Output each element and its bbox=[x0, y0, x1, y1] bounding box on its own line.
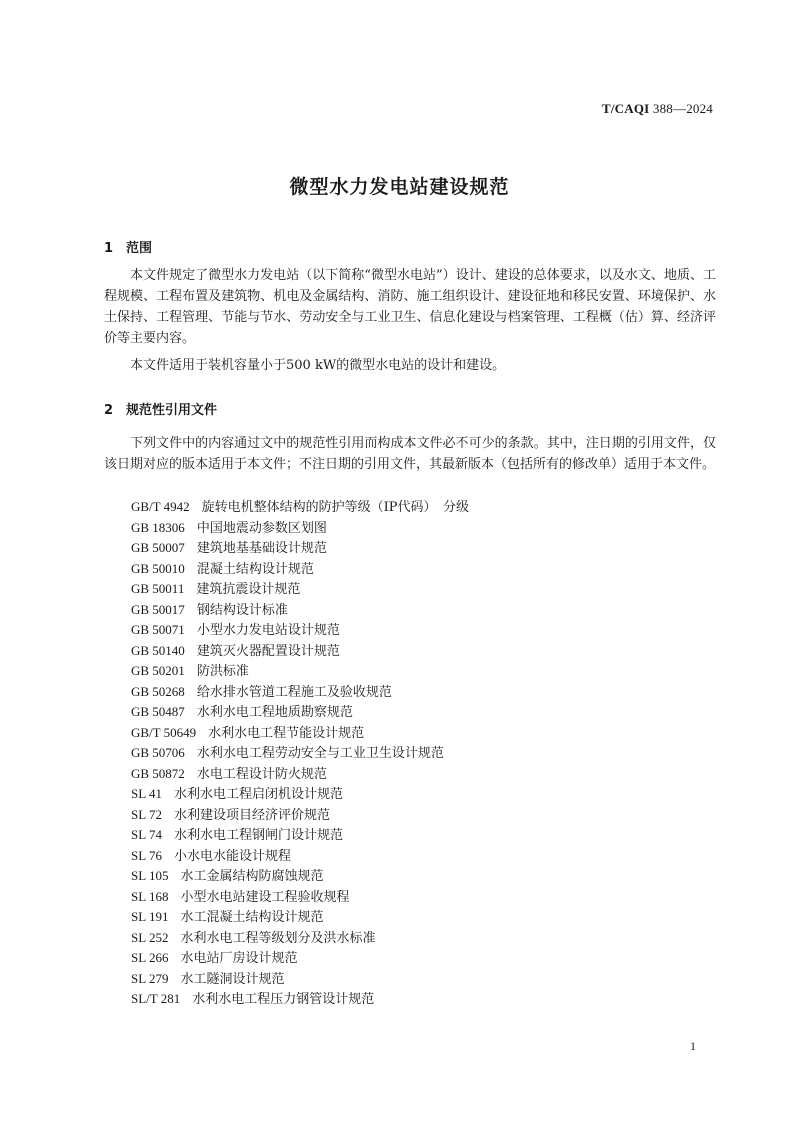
section-2-heading bbox=[104, 399, 217, 418]
reference-code: GB 50268 bbox=[131, 683, 185, 699]
section-1-number: 1 bbox=[104, 241, 114, 256]
reference-item bbox=[131, 682, 469, 703]
reference-item bbox=[131, 538, 469, 559]
reference-item bbox=[131, 805, 469, 826]
standard-number: 388—2024 bbox=[652, 101, 713, 116]
reference-title: 水工金属结构防腐蚀规范 bbox=[180, 869, 324, 884]
reference-code: SL 279 bbox=[131, 970, 169, 986]
scope-paragraph-2: 本文件适用于装机容量小于500 kW的微型水电站的设计和建设。 bbox=[130, 358, 506, 373]
reference-item bbox=[131, 948, 469, 969]
reference-code: GB 50011 bbox=[131, 581, 185, 596]
reference-code: SL 41 bbox=[131, 786, 162, 801]
reference-code: SL 168 bbox=[131, 888, 169, 904]
reference-title: 给水排水管道工程施工及验收规范 bbox=[196, 684, 392, 700]
reference-title: 小型水电站建设工程验收规程 bbox=[180, 889, 350, 905]
reference-code: GB 50140 bbox=[131, 642, 185, 658]
reference-item bbox=[131, 620, 469, 641]
section-2-number: 2 bbox=[104, 403, 114, 418]
standard-code bbox=[602, 101, 713, 117]
reference-title: 水利水电工程地质勘察规范 bbox=[196, 705, 353, 720]
reference-title: 水电工程设计防火规范 bbox=[196, 766, 327, 782]
reference-code: SL 191 bbox=[131, 909, 169, 924]
page-number: 1 bbox=[690, 1039, 696, 1053]
document-title: 微型水力发电站建设规范 bbox=[289, 176, 510, 198]
reference-item bbox=[131, 743, 469, 764]
reference-code: SL 72 bbox=[131, 806, 162, 822]
reference-code: GB/T 50649 bbox=[131, 724, 197, 740]
scope-paragraph-1: 本文件规定了微型水力发电站（以下简称“微型水电站”）设计、建设的总体要求，以及水文、地质、工程规模、工程布置及建筑物、机电及金属结构、消防、施工组织设计、建设征地和移民安置、环境保护、水土保持、工程管理、节能与节水、劳动安全与工业卫生、信息化建设与档案管理、工程概（估）算、经济评价等主要内容。 bbox=[104, 268, 716, 346]
reference-code: SL 105 bbox=[131, 868, 169, 883]
reference-item bbox=[131, 907, 469, 928]
reference-title: 中国地震动参数区划图 bbox=[196, 520, 327, 536]
reference-code: GB 50201 bbox=[131, 663, 185, 678]
reference-item bbox=[131, 887, 469, 908]
reference-code: GB 18306 bbox=[131, 519, 185, 535]
reference-item bbox=[131, 764, 469, 785]
reference-title: 水利水电工程等级划分及洪水标准 bbox=[180, 930, 376, 946]
reference-item bbox=[131, 969, 469, 990]
reference-item bbox=[131, 784, 469, 805]
reference-code: GB 50872 bbox=[131, 765, 185, 781]
reference-title: 钢结构设计标准 bbox=[196, 602, 288, 618]
reference-title: 混凝土结构设计规范 bbox=[196, 561, 314, 577]
reference-item bbox=[131, 825, 469, 846]
reference-code: SL 252 bbox=[131, 929, 169, 945]
references-intro-paragraph: 下列文件中的内容通过文中的规范性引用而构成本文件必不可少的条款。其中，注日期的引用文件，仅该日期对应的版本适用于本文件；不注日期的引用文件，其最新版本（包括所有的修改单）适用于本文件。 bbox=[104, 436, 716, 472]
reference-title: 水利水电工程压力钢管设计规范 bbox=[192, 992, 375, 1007]
reference-item bbox=[131, 600, 469, 621]
reference-item bbox=[131, 497, 469, 518]
reference-code: SL 76 bbox=[131, 847, 162, 863]
reference-title: 建筑地基基础设计规范 bbox=[196, 541, 327, 556]
reference-item bbox=[131, 866, 469, 887]
reference-item bbox=[131, 723, 469, 744]
reference-code: SL/T 281 bbox=[131, 991, 181, 1006]
section-1-heading bbox=[104, 237, 152, 256]
reference-title: 防洪标准 bbox=[196, 664, 249, 679]
reference-code: GB/T 4942 bbox=[131, 499, 190, 514]
reference-item bbox=[131, 661, 469, 682]
reference-title: 水利水电工程劳动安全与工业卫生设计规范 bbox=[196, 746, 444, 761]
section-2-title: 规范性引用文件 bbox=[126, 403, 218, 418]
reference-title: 水电站厂房设计规范 bbox=[180, 951, 298, 966]
reference-title: 建筑灭火器配置设计规范 bbox=[196, 643, 340, 659]
reference-item bbox=[131, 579, 469, 600]
reference-item bbox=[131, 559, 469, 580]
reference-item bbox=[131, 702, 469, 723]
reference-code: GB 50007 bbox=[131, 540, 185, 555]
reference-title: 水利水电工程钢闸门设计规范 bbox=[173, 828, 343, 843]
reference-title: 水利水电工程启闭机设计规范 bbox=[173, 787, 343, 802]
reference-title: 建筑抗震设计规范 bbox=[196, 582, 301, 597]
reference-title: 小型水力发电站设计规范 bbox=[196, 623, 340, 638]
reference-title: 旋转电机整体结构的防护等级（IP代码） 分级 bbox=[201, 500, 470, 515]
reference-code: SL 266 bbox=[131, 950, 169, 965]
reference-code: GB 50706 bbox=[131, 745, 185, 760]
reference-list bbox=[131, 497, 469, 1010]
reference-title: 水利水电工程节能设计规范 bbox=[208, 725, 365, 741]
reference-code: GB 50487 bbox=[131, 704, 185, 719]
reference-code: GB 50071 bbox=[131, 622, 185, 637]
reference-item bbox=[131, 989, 469, 1010]
reference-title: 水工混凝土结构设计规范 bbox=[180, 910, 324, 925]
reference-code: GB 50010 bbox=[131, 560, 185, 576]
reference-title: 水工隧洞设计规范 bbox=[180, 971, 285, 987]
reference-code: GB 50017 bbox=[131, 601, 185, 617]
reference-code: SL 74 bbox=[131, 827, 162, 842]
standard-org: T/CAQI bbox=[602, 101, 650, 116]
reference-item bbox=[131, 518, 469, 539]
reference-title: 水利建设项目经济评价规范 bbox=[173, 807, 330, 823]
reference-title: 小水电水能设计规程 bbox=[173, 848, 291, 864]
reference-item bbox=[131, 928, 469, 949]
reference-item bbox=[131, 641, 469, 662]
section-1-title: 范围 bbox=[126, 241, 153, 256]
reference-item bbox=[131, 846, 469, 867]
